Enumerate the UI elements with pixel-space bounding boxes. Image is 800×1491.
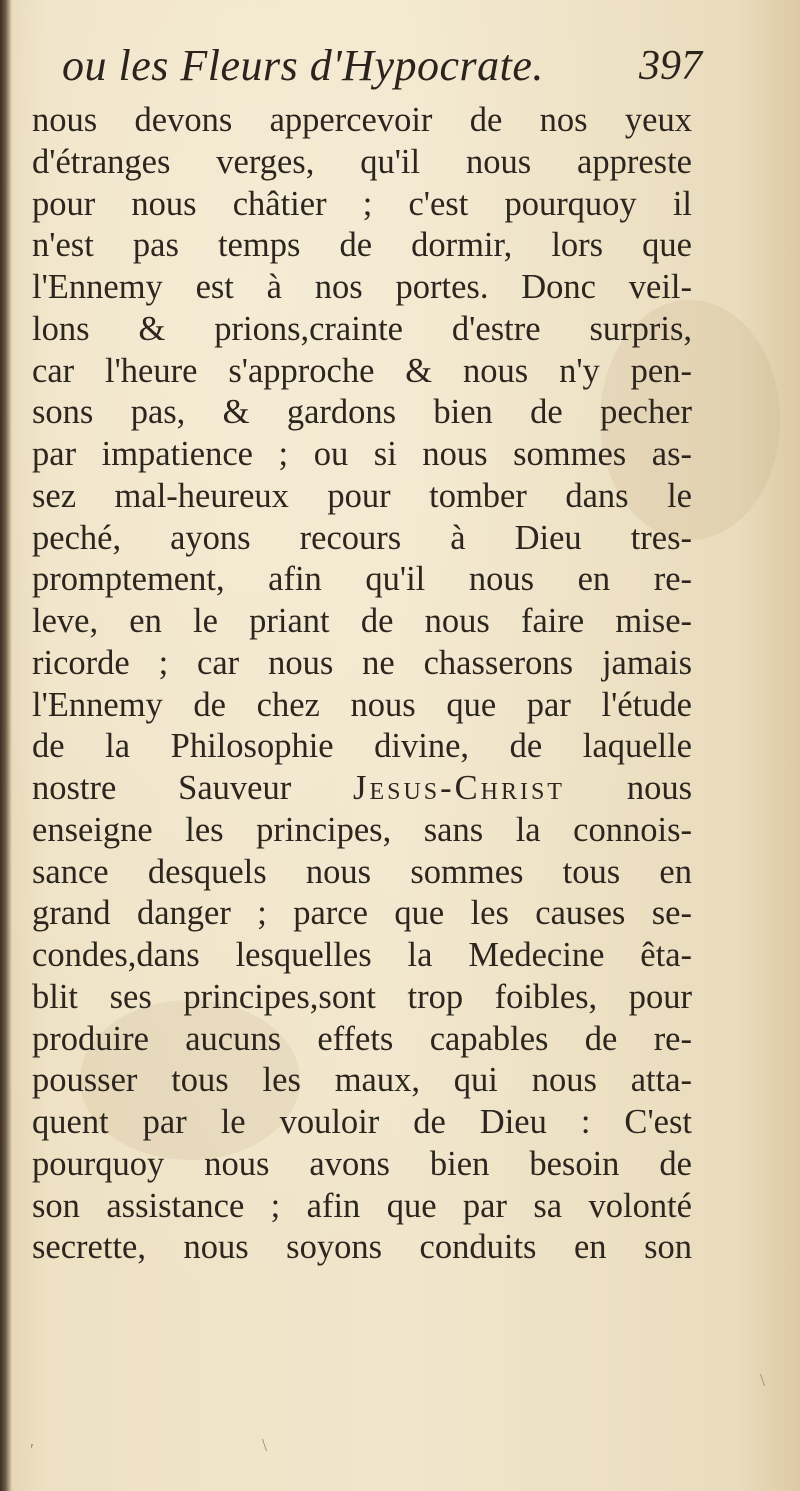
- text-fragment: nous: [626, 769, 692, 807]
- text-line: peché, ayons recours à Dieu tres-: [32, 518, 692, 557]
- text-line: son assistance ; afin que par sa volonté: [32, 1186, 692, 1225]
- text-line: sance desquels nous sommes tous en: [32, 852, 692, 891]
- text-line: l'Ennemy est à nos portes. Donc veil-: [32, 268, 692, 306]
- text-line: quent par le vouloir de Dieu : C'est: [32, 1103, 692, 1141]
- text-line: sez mal-heureux pour tomber dans le: [32, 476, 692, 515]
- text-line: de la Philosophie divine, de laquelle: [32, 727, 692, 766]
- text-line: grand danger ; parce que les causes se-: [32, 894, 692, 933]
- text-line: condes,dans lesquelles la Medecine êta-: [32, 936, 692, 974]
- running-title: ou les Fleurs d'Hypocrate.: [62, 41, 544, 90]
- text-line: lons & prions,crainte d'estre surpris,: [32, 309, 692, 348]
- name-smallcaps: Jesus-Christ: [353, 769, 565, 807]
- paper-speck: ′: [30, 1440, 34, 1460]
- text-fragment: nostre Sauveur: [32, 769, 292, 807]
- paper-speck: \: [262, 1435, 268, 1455]
- book-gutter-shadow: [0, 0, 12, 1491]
- text-line: leve, en le priant de nous faire mise-: [32, 602, 692, 640]
- text-line: blit ses principes,sont trop foibles, pour: [32, 977, 692, 1016]
- text-line: secrette, nous soyons conduits en son: [32, 1228, 692, 1267]
- text-line: par impatience ; ou si nous sommes as-: [32, 435, 692, 473]
- text-line: d'étranges verges, qu'il nous appreste: [32, 142, 692, 181]
- text-line: promptement, afin qu'il nous en re-: [32, 560, 692, 599]
- text-line: pour nous châtier ; c'est pourquoy il: [32, 184, 692, 223]
- page-header: [62, 40, 702, 102]
- text-line: nous devons appercevoir de nos yeux: [32, 101, 692, 139]
- text-line: sons pas, & gardons bien de pecher: [32, 393, 692, 432]
- paper-speck: \: [760, 1370, 766, 1390]
- body-text: [32, 100, 692, 1269]
- text-line: pourquoy nous avons bien besoin de: [32, 1144, 692, 1183]
- page-number: 397: [639, 43, 702, 89]
- text-line: car l'heure s'approche & nous n'y pen-: [32, 351, 692, 390]
- text-line: pousser tous les maux, qui nous atta-: [32, 1061, 692, 1100]
- text-line: l'Ennemy de chez nous que par l'étude: [32, 685, 692, 724]
- text-line: ricorde ; car nous ne chasserons jamais: [32, 643, 692, 682]
- text-line: n'est pas temps de dormir, lors que: [32, 226, 692, 265]
- text-line: produire aucuns effets capables de re-: [32, 1019, 692, 1058]
- text-line-with-name: [32, 768, 692, 810]
- text-line: enseigne les principes, sans la connois-: [32, 810, 692, 849]
